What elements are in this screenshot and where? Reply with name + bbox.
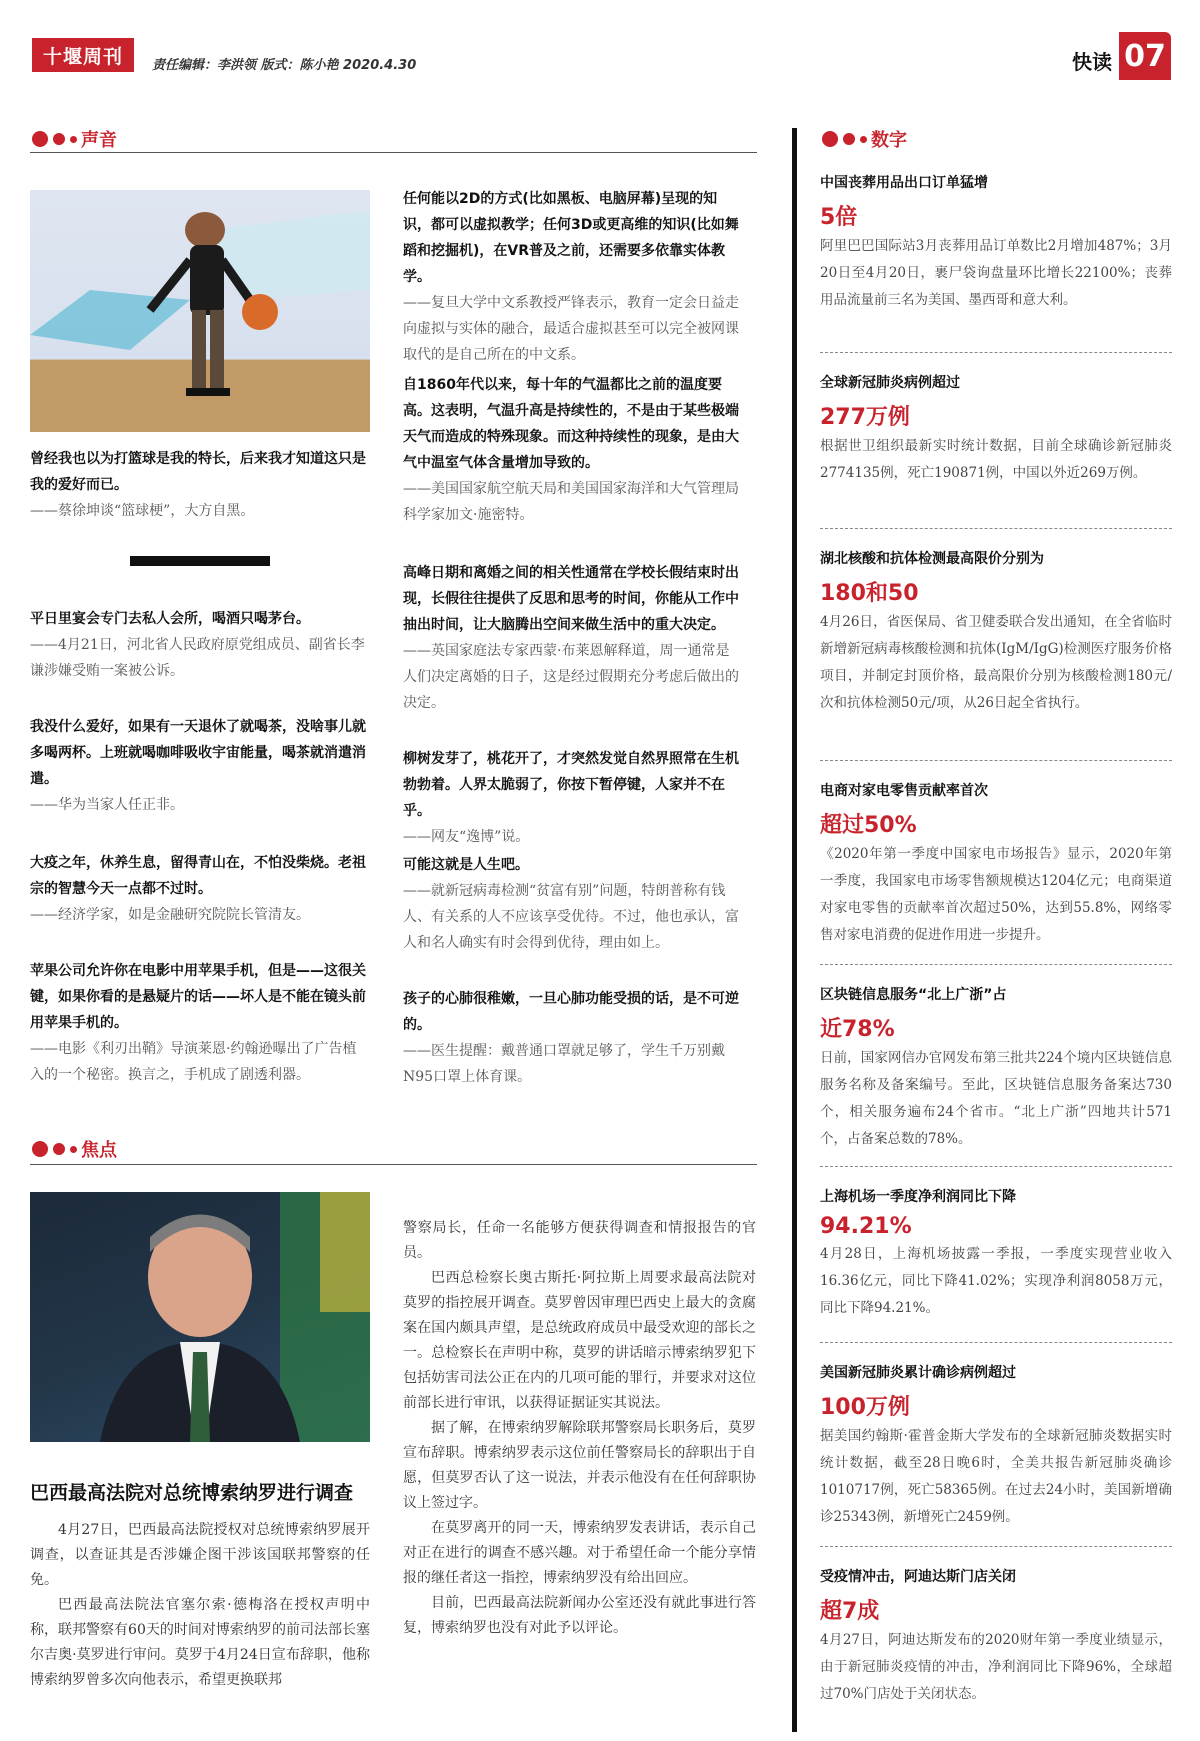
paragraph: 在莫罗离开的同一天，博索纳罗发表讲话，表示自己对正在进行的调查不感兴趣。对于希望任命一个能分享情报的继任者这一指控，博索纳罗没有给出回应。 — [403, 1520, 756, 1586]
column-divider — [792, 128, 797, 1732]
quote-8: 高峰日期和离婚之间的相关性通常在学校长假结束时出现，长假往往提供了反思和思考的时间，你能从工作中抽出时间，让大脑腾出空间来做生活中的重大决定。 ——英国家庭法专家西蒙·布莱恩解释道，周一通常是人们决定离婚的日子，这是经过假期充分考虑后做出的决定。 — [403, 565, 739, 711]
dashed-divider — [820, 528, 1172, 529]
dashed-divider — [820, 1342, 1172, 1343]
bullet-dot-icon — [822, 131, 838, 147]
basketball-photo — [30, 190, 370, 432]
quote-4: 大疫之年，休养生息，留得青山在，不怕没柴烧。老祖宗的智慧今天一点都不过时。 ——经济学家，如是金融研究院院长管清友。 — [30, 855, 366, 923]
quote-11: 孩子的心肺很稚嫩，一旦心肺功能受损的话，是不可逆的。 ——医生提醒：戴普通口罩就足够了，学生千万别戴N95口罩上体育课。 — [403, 991, 739, 1085]
quote-3: 我没什么爱好，如果有一天退休了就喝茶，没啥事儿就多喝两杯。上班就喝咖啡吸收宇宙能量，喝茶就消遣消遣。 ——华为当家人任正非。 — [30, 719, 366, 813]
divider-bar — [130, 556, 270, 566]
bullet-dot-icon — [860, 136, 867, 143]
basketball-player-illustration — [30, 190, 370, 432]
bullet-dot-icon — [843, 133, 855, 145]
press-photo-illustration — [30, 1192, 370, 1442]
section-rule — [30, 152, 757, 153]
quote-7: 自1860年代以来，每十年的气温都比之前的温度要高。这表明，气温升高是持续性的，不是由于某些极端天气而造成的特殊现象。而这种持续性的现象，是由大气中温室气体含量增加导致的。 ——美国国家航空航天局和美国国家海洋和大气管理局科学家加文·施密特。 — [403, 377, 739, 523]
number-item-8: 受疫情冲击，阿迪达斯门店关闭 超7成 4月27日，阿迪达斯发布的2020财年第一季度业绩显示，由于新冠肺炎疫情的冲击，净利润同比下降96%，全球超过70%门店处于关闭状态。 — [820, 1569, 1172, 1702]
quote-6: 任何能以2D的方式(比如黑板、电脑屏幕)呈现的知识，都可以虚拟教学；任何3D或更高维的知识(比如舞蹈和挖掘机)，在VR普及之前，还需要多依靠实体教学。 ——复旦大学中文系教授严锋表示，教育一定会日益走向虚拟与实体的融合，最适合虚拟甚至可以完全被网课取代的是自己所在的中文系。 — [403, 191, 739, 363]
number-item-7: 美国新冠肺炎累计确诊病例超过 100万例 据美国约翰斯·霍普金斯大学发布的全球新冠肺炎数据实时统计数据，截至28日晚6时，全美共报告新冠肺炎确诊1010717例，死亡58365例。在过去24小时，美国新增确诊25343例，新增死亡2459例。 — [820, 1365, 1172, 1525]
credits: 责任编辑：李洪领 版式：陈小艳 2020.4.30 — [152, 58, 417, 73]
number-item-3: 湖北核酸和抗体检测最高限价分别为 180和50 4月26日，省医保局、省卫健委联合发出通知，在全省临时新增新冠病毒核酸检测和抗体(IgM/IgG)检测医疗服务价格项目，并制定封顶价格，最高限价分别为核酸检测180元/次和抗体检测50元/项，从26日起全省执行。 — [820, 551, 1172, 711]
page-number: 07 — [1119, 32, 1171, 80]
number-item-2: 全球新冠肺炎病例超过 277万例 根据世卫组织最新实时统计数据，目前全球确诊新冠肺炎2774135例，死亡190871例，中国以外近269万例。 — [820, 375, 1172, 481]
dashed-divider — [820, 964, 1172, 965]
number-item-1: 中国丧葬用品出口订单猛增 5倍 阿里巴巴国际站3月丧葬用品订单数比2月增加487%；3月20日至4月20日，裹尸袋询盘量环比增长22100%；丧葬用品流量前三名为美国、墨西哥和意大利。 — [820, 175, 1172, 308]
numbers-heading: 数字 — [822, 126, 907, 152]
paragraph: 巴西最高法院法官塞尔索·德梅洛在授权声明中称，联邦警察有60天的时间对博索纳罗的前司法部长塞尔吉奥·莫罗进行审问。莫罗于4月24日宣布辞职，他称博索纳罗曾多次向他表示，希望更换联邦 — [30, 1597, 370, 1688]
dashed-divider — [820, 352, 1172, 353]
bullet-dot-icon — [53, 133, 65, 145]
section-name: 快读 — [1072, 50, 1112, 74]
voice-heading: 声音 — [32, 126, 117, 152]
masthead — [32, 38, 134, 72]
dashed-divider — [820, 1546, 1172, 1547]
number-item-5: 区块链信息服务“北上广浙”占 近78% 日前，国家网信办官网发布第三批共224个境内区块链信息服务名称及备案编号。至此，区块链信息服务备案达730个，相关服务遍布24个省市。“北上广浙”四地共计571个，占备案总数的78%。 — [820, 987, 1172, 1147]
paragraph: 巴西总检察长奥古斯托·阿拉斯上周要求最高法院对莫罗的指控展开调查。莫罗曾因审理巴西史上最大的贪腐案在国内颇具声望，是总统政府成员中最受欢迎的部长之一。总检察长在声明中称，莫罗的讲话暗示博索纳罗犯下包括妨害司法公正在内的几项可能的罪行，并要求对这位前部长进行审讯，以获得证据证实其说法。 — [403, 1270, 756, 1411]
bullet-dot-icon — [70, 1146, 77, 1153]
bullet-dot-icon — [32, 1141, 48, 1157]
focus-article-col2 — [403, 1216, 756, 1641]
number-item-4: 电商对家电零售贡献率首次 超过50% 《2020年第一季度中国家电市场报告》显示，2020年第一季度，我国家电市场零售额规模达1204亿元；电商渠道对家电零售的贡献率首次超过50%，达到55.8%，网络零售对家电消费的促进作用进一步提升。 — [820, 783, 1172, 943]
focus-article-col1 — [30, 1518, 370, 1693]
bolsonaro-photo — [30, 1192, 370, 1442]
paragraph: 目前，巴西最高法院新闻办公室还没有就此事进行答复，博索纳罗也没有对此予以评论。 — [403, 1595, 756, 1636]
quote-10: 可能这就是人生吧。 ——就新冠病毒检测“贫富有别”问题，特朗普称有钱人、有关系的人不应该享受优待。不过，他也承认，富人和名人确实有时会得到优待，理由如上。 — [403, 857, 739, 951]
paragraph: 警察局长，任命一名能够方便获得调查和情报报告的官员。 — [403, 1220, 756, 1261]
quote-1: 曾经我也以为打篮球是我的特长，后来我才知道这只是我的爱好而已。 ——蔡徐坤谈“篮球梗”，大方自黑。 — [30, 451, 366, 519]
bullet-dot-icon — [32, 131, 48, 147]
paragraph: 据了解，在博索纳罗解除联邦警察局长职务后，莫罗宣布辞职。博索纳罗表示这位前任警察局长的辞职出于自愿，但莫罗否认了这一说法，并表示他没有在任何辞职协议上签过字。 — [403, 1420, 756, 1511]
number-item-6: 上海机场一季度净利润同比下降 94.21% 4月28日，上海机场披露一季报，一季度实现营业收入16.36亿元，同比下降41.02%；实现净利润8058万元，同比下降94.21%。 — [820, 1189, 1172, 1316]
focus-article-title: 巴西最高法院对总统博索纳罗进行调查 — [30, 1482, 354, 1504]
paragraph: 4月27日，巴西最高法院授权对总统博索纳罗展开调查，以查证其是否涉嫌企图干涉该国联邦警察的任免。 — [30, 1522, 370, 1588]
dashed-divider — [820, 1166, 1172, 1167]
section-rule — [30, 1164, 757, 1165]
dashed-divider — [820, 760, 1172, 761]
bullet-dot-icon — [53, 1143, 65, 1155]
quote-2: 平日里宴会专门去私人会所，喝酒只喝茅台。 ——4月21日，河北省人民政府原党组成员、副省长李谦涉嫌受贿一案被公诉。 — [30, 611, 365, 679]
quote-5: 苹果公司允许你在电影中用苹果手机，但是——这很关键，如果你看的是悬疑片的话——坏人是不能在镜头前用苹果手机的。 ——电影《利刃出鞘》导演莱恩·约翰逊曝出了广告植入的一个秘密。换言之，手机成了剧透利器。 — [30, 963, 366, 1083]
masthead-title: 十堰周刊 — [42, 45, 123, 68]
quote-9: 柳树发芽了，桃花开了，才突然发觉自然界照常在生机勃勃着。人界太脆弱了，你按下暂停键，人家并不在乎。 ——网友“逸博”说。 — [403, 751, 739, 845]
focus-heading: 焦点 — [32, 1136, 117, 1162]
bullet-dot-icon — [70, 136, 77, 143]
